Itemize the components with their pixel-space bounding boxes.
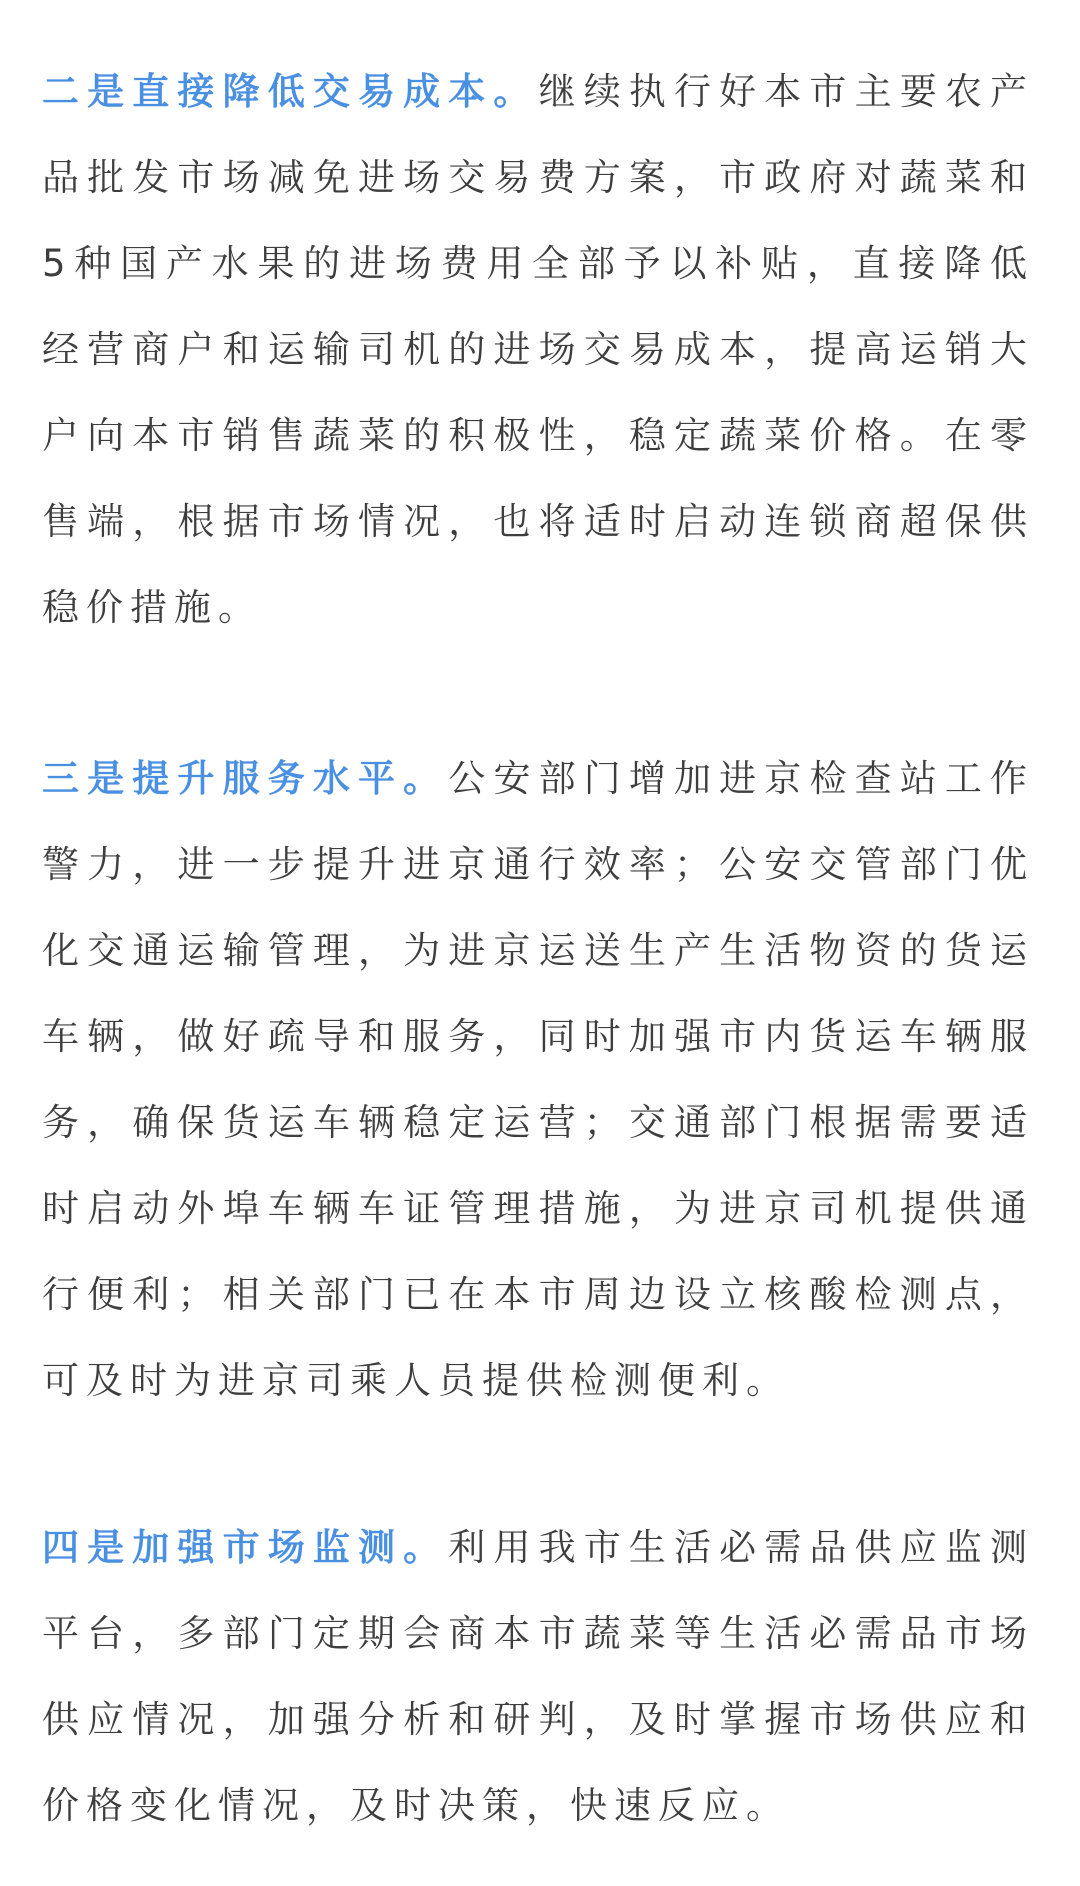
paragraph-improve-service <box>42 736 1034 1424</box>
paragraph-heading: 二是直接降低交易成本。 <box>42 70 539 113</box>
paragraph-text: 利用我市生活必需品供应监测平台，多部门定期会商本市蔬菜等生活必需品市场供应情况，加强分析和研判，及时掌握市场供应和价格变化情况，及时决策，快速反应。 <box>42 1526 1035 1827</box>
paragraph-reduce-trading-costs <box>42 49 1034 651</box>
paragraph-heading: 三是提升服务水平。 <box>42 757 449 800</box>
paragraph-text: 继续执行好本市主要农产品批发市场减免进场交易费方案，市政府对蔬菜和5种国产水果的进场费用全部予以补贴，直接降低经营商户和运输司机的进场交易成本，提高运销大户向本市销售蔬菜的积极性，稳定蔬菜价格。在零售端，根据市场情况，也将适时启动连锁商超保供稳价措施。 <box>42 70 1035 629</box>
paragraph-heading: 四是加强市场监测。 <box>42 1526 449 1569</box>
paragraph-text: 公安部门增加进京检查站工作警力，进一步提升进京通行效率；公安交管部门优化交通运输管理，为进京运送生产生活物资的货运车辆，做好疏导和服务，同时加强市内货运车辆服务，确保货运车辆稳定运营；交通部门根据需要适时启动外埠车辆车证管理措施，为进京司机提供通行便利；相关部门已在本市周边设立核酸检测点，可及时为进京司乘人员提供检测便利。 <box>42 757 1035 1402</box>
paragraph-market-monitoring <box>42 1505 1034 1849</box>
